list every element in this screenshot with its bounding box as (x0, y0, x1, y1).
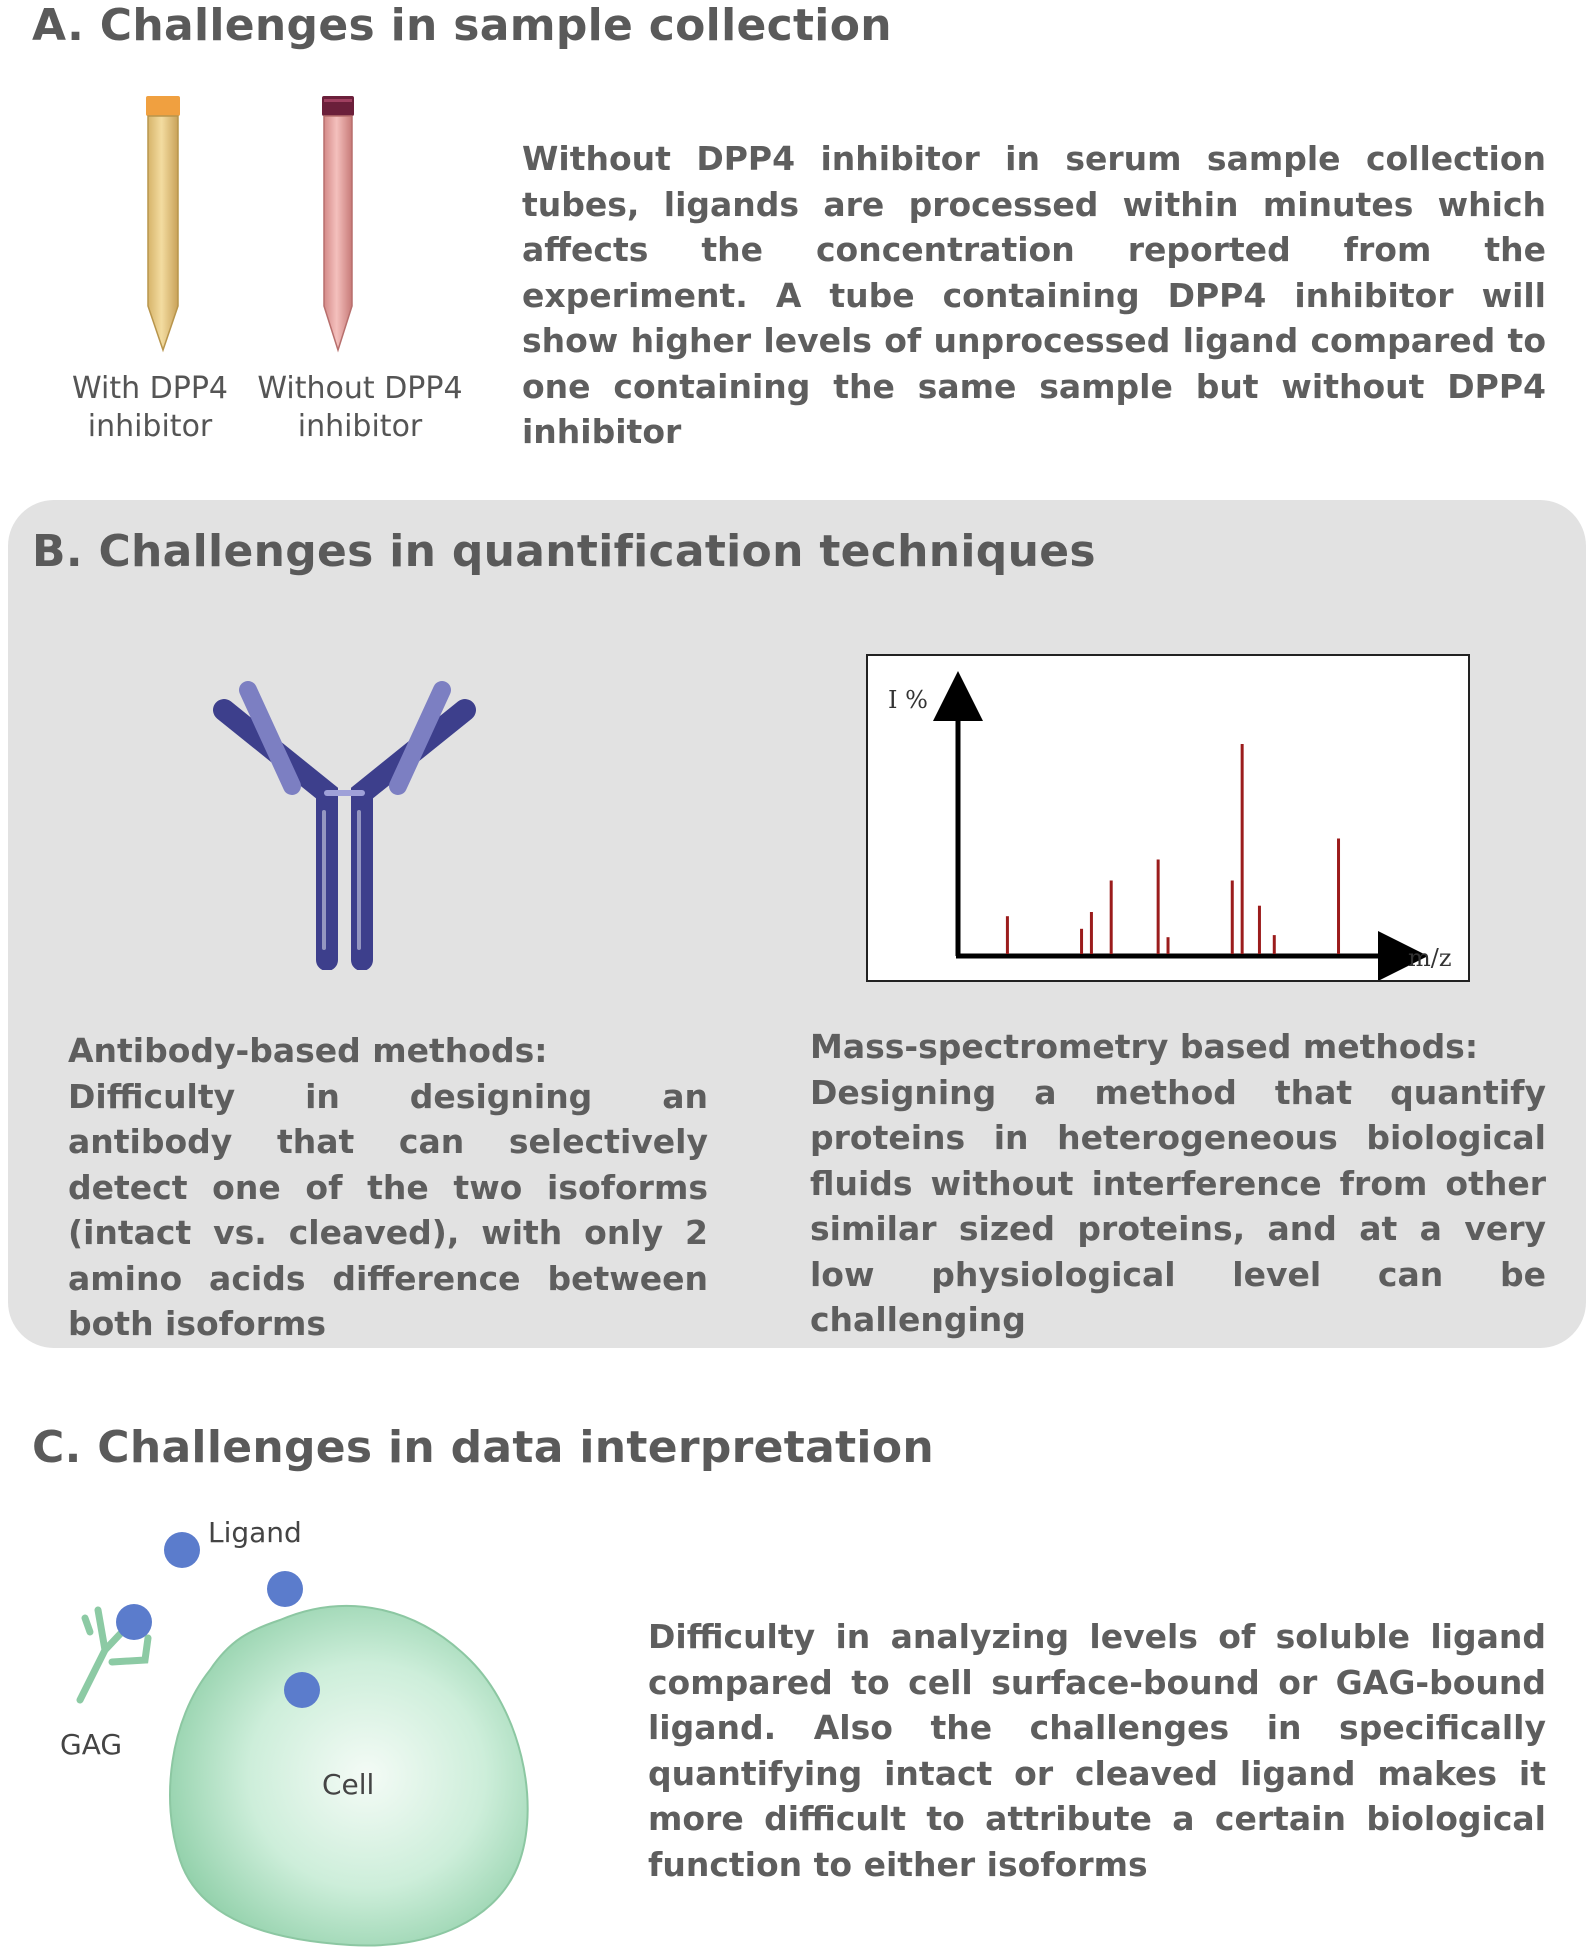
antibody-methods-block (68, 1028, 708, 1347)
mass-spectrum-panel (866, 654, 1470, 982)
ligand-label: Ligand (208, 1516, 302, 1549)
ms-peaks-group (1007, 744, 1338, 954)
section-c-title: C. Challenges in data interpretation (32, 1422, 934, 1473)
tube-with-caption: With DPP4 inhibitor (71, 371, 229, 444)
tube-without-inhibitor (322, 96, 354, 350)
section-c-description: Difficulty in analyzing levels of soluble ligand compared to cell surface-bound or GAG-bound ligand. Also the challenges in specifically quantifying intact or cleaved ligand makes it more difficult to attribute a certain biological function to either isoforms (648, 1617, 1546, 1884)
antibody-icon (210, 680, 480, 970)
tube-without-caption: Without DPP4 inhibitor (257, 371, 463, 444)
antibody-methods-heading: Antibody-based methods: (68, 1031, 548, 1070)
section-b-title: B. Challenges in quantification techniques (32, 526, 1096, 577)
ms-methods-block (810, 1024, 1546, 1343)
cell-label: Cell (322, 1768, 375, 1801)
ms-methods-text: Designing a method that quantify proteins in heterogeneous biological fluids without interference from other similar sized proteins, and at a very low physiological level can be challenging (810, 1072, 1546, 1339)
antibody-methods-text: Difficulty in designing an antibody that can selectively detect one of the two isoforms (intact vs. cleaved), with only 2 amino acids difference between both isoforms (68, 1076, 708, 1343)
ligand-dot-cell (284, 1672, 320, 1708)
mass-spectrum-chart (868, 656, 1468, 980)
ms-methods-heading: Mass-spectrometry based methods: (810, 1027, 1479, 1066)
section-a-title: A. Challenges in sample collection (32, 0, 892, 51)
collection-tubes-illustration (130, 92, 390, 362)
tube-with-inhibitor (146, 96, 180, 350)
ligand-dot-surface (267, 1571, 303, 1607)
gag-label: GAG (60, 1728, 123, 1761)
ligand-dot-gag (116, 1604, 152, 1640)
ms-x-axis-label: m/z (1408, 944, 1452, 972)
cell-ligand-diagram (50, 1500, 550, 1950)
ms-y-axis-label: I % (888, 686, 928, 714)
tube-with-cap (146, 96, 180, 116)
ligand-dot-free (164, 1532, 200, 1568)
section-a-description: Without DPP4 inhibitor in serum sample collection tubes, ligands are processed within minutes which affects the concentration reported from the experiment. A tube containing DPP4 inhibitor will show higher levels of unprocessed ligand compared to one containing the same sample but without DPP4 inhibitor (522, 139, 1546, 451)
